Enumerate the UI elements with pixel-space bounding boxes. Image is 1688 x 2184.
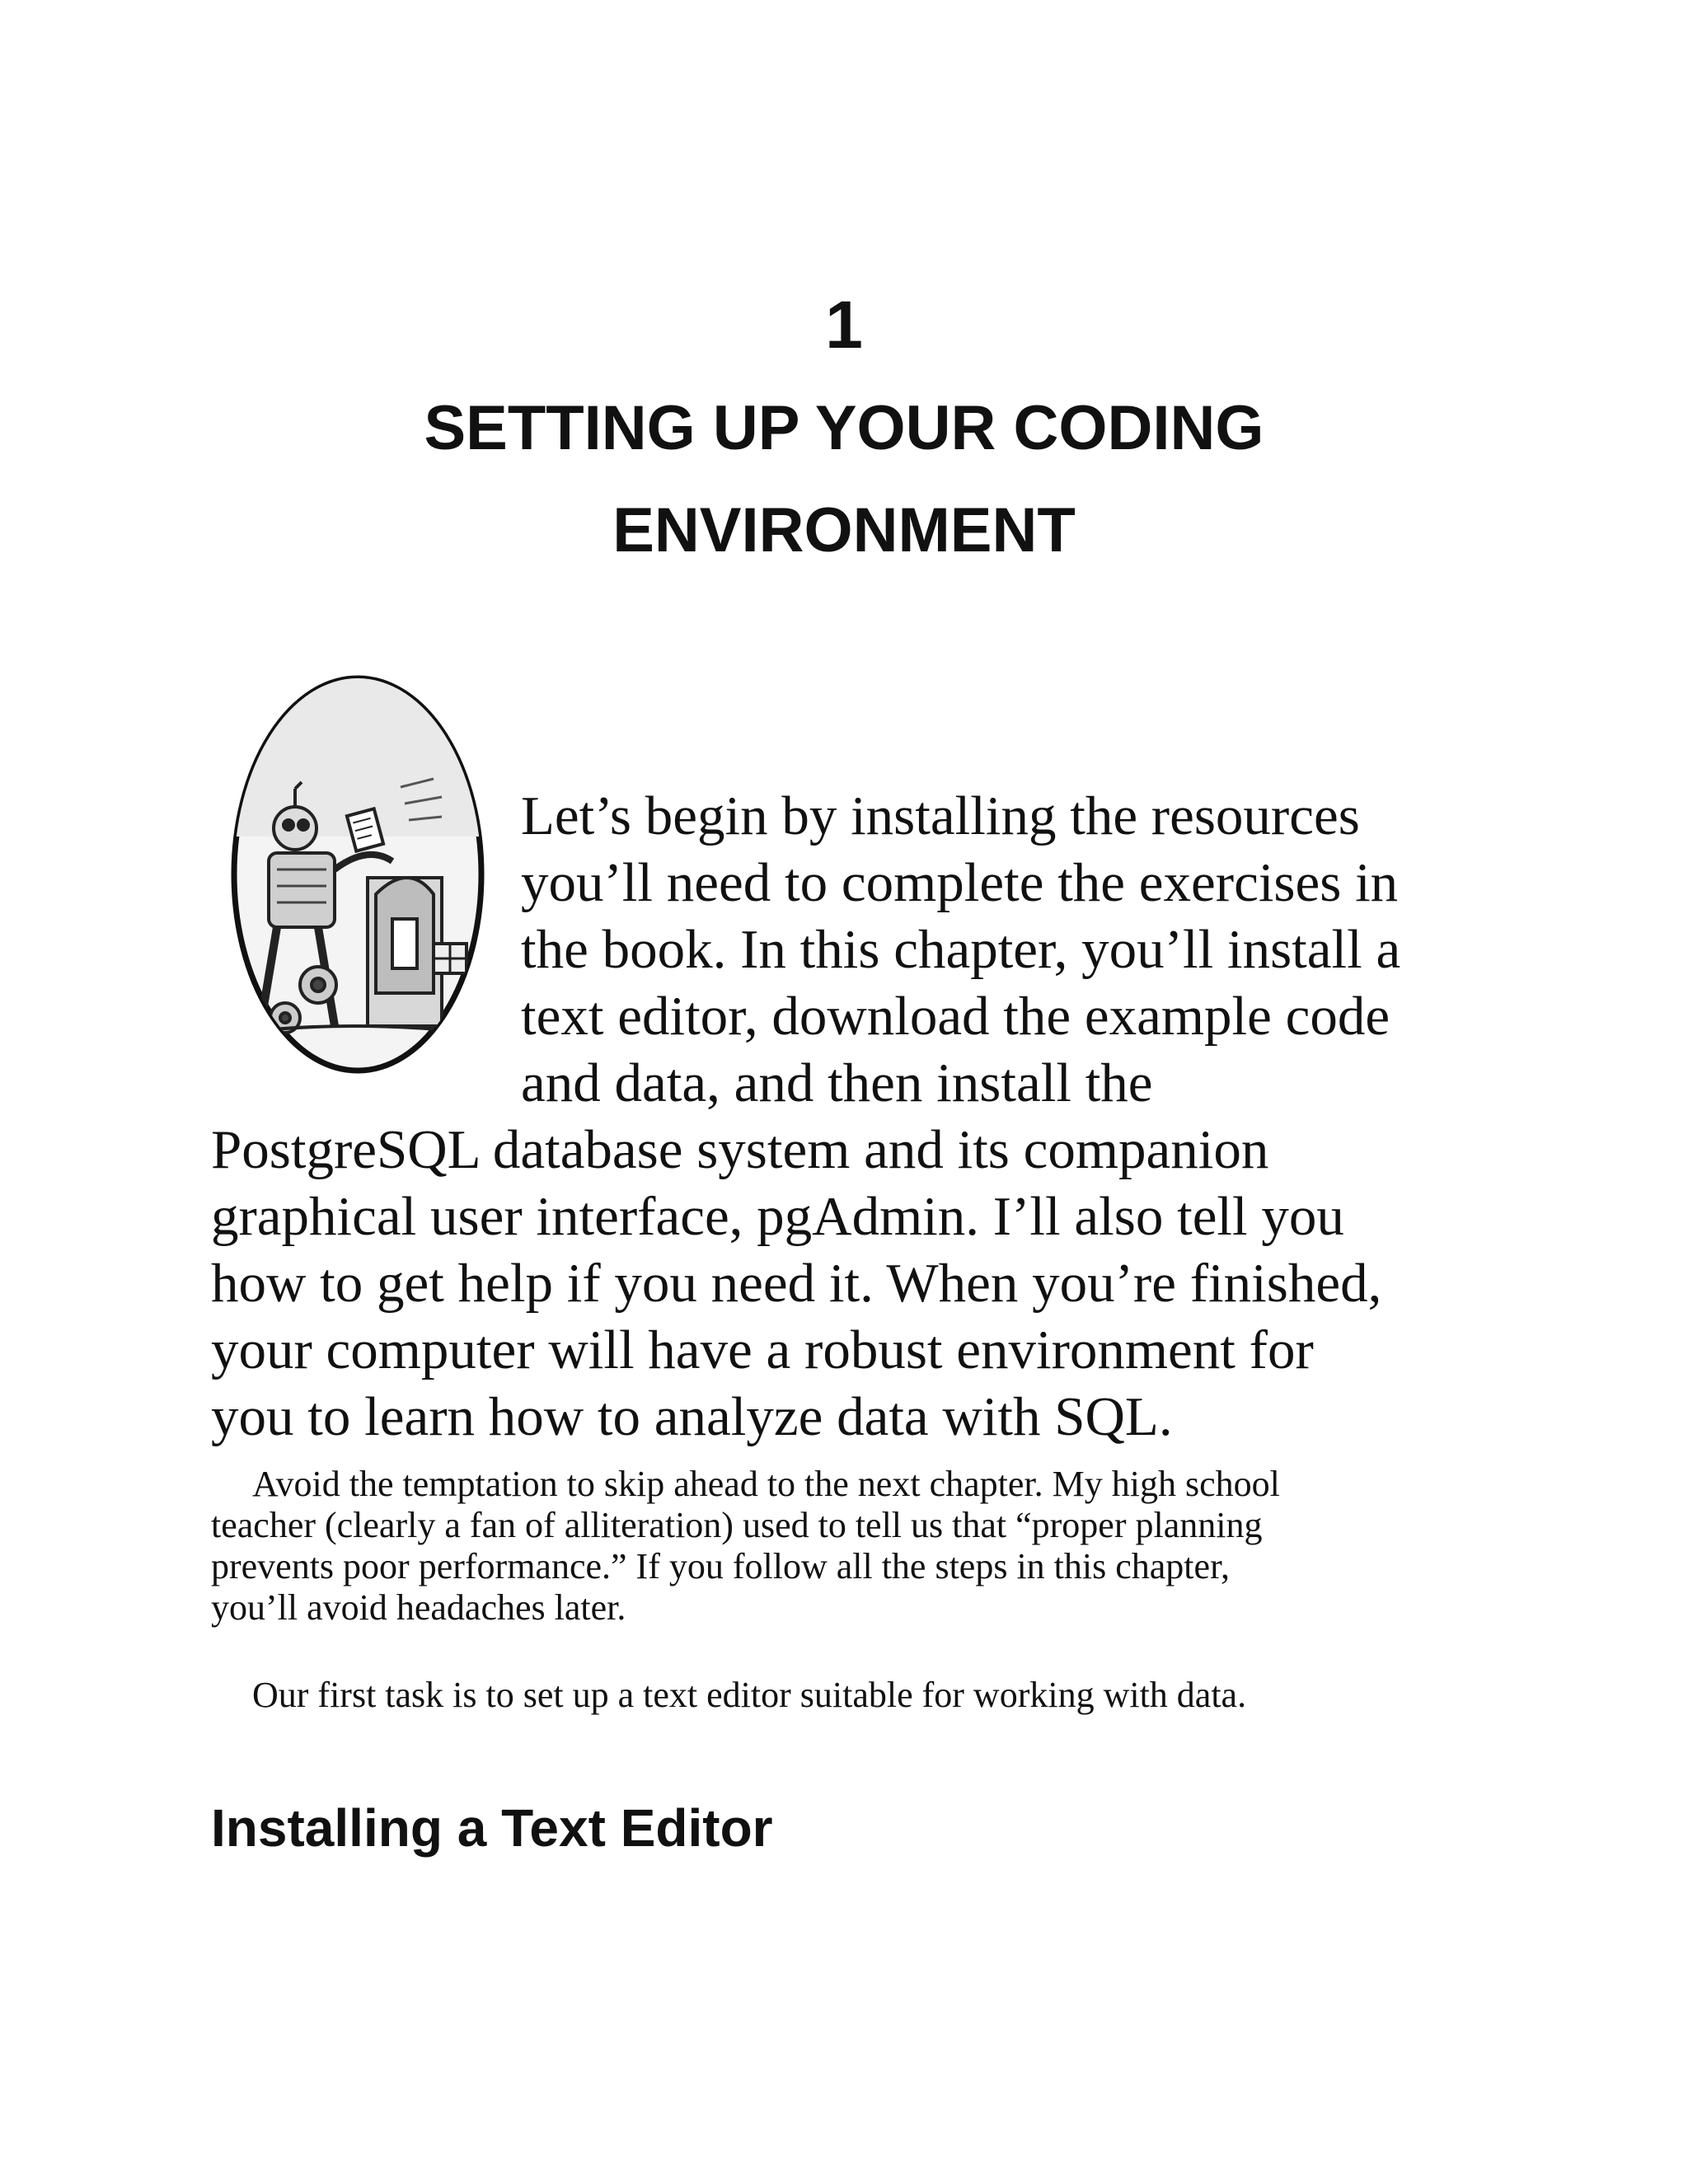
paragraph-line: prevents poor performance.” If you follow all the steps in this chapter,	[211, 1546, 1230, 1586]
chapter-title-line: ENVIRONMENT	[612, 495, 1076, 565]
intro-line: you to learn how to analyze data with SQL.	[211, 1386, 1173, 1447]
paragraph-line: Our first task is to set up a text editor suitable for working with data.	[252, 1675, 1247, 1715]
paragraph-line: teacher (clearly a fan of alliteration) used to tell us that “proper planning	[211, 1505, 1263, 1545]
chapter-title	[267, 377, 1421, 582]
intro-line: and data, and then install the	[521, 1052, 1153, 1113]
intro-line: PostgreSQL database system and its companion	[211, 1119, 1269, 1180]
paragraph-line: you’ll avoid headaches later.	[211, 1587, 626, 1628]
section-heading: Installing a Text Editor	[211, 1798, 773, 1858]
intro-line: how to get help if you need it. When you’re finished,	[211, 1253, 1382, 1314]
paragraph-line: Avoid the temptation to skip ahead to the next chapter. My high school	[252, 1464, 1280, 1504]
intro-line: text editor, download the example code	[521, 986, 1390, 1047]
chapter-number: 1	[825, 288, 863, 363]
intro-paragraph	[211, 783, 1497, 1451]
intro-line: the book. In this chapter, you’ll install a	[521, 919, 1401, 980]
chapter-title-line: SETTING UP YOUR CODING	[424, 393, 1264, 463]
body-paragraph-planning	[211, 1464, 1497, 1629]
intro-line: Let’s begin by installing the resources	[521, 785, 1360, 846]
intro-line: graphical user interface, pgAdmin. I’ll also tell you	[211, 1186, 1344, 1247]
body-paragraph-first-task	[211, 1675, 1497, 1716]
intro-line: you’ll need to complete the exercises in	[521, 852, 1399, 913]
intro-line: your computer will have a robust environment for	[211, 1319, 1314, 1380]
